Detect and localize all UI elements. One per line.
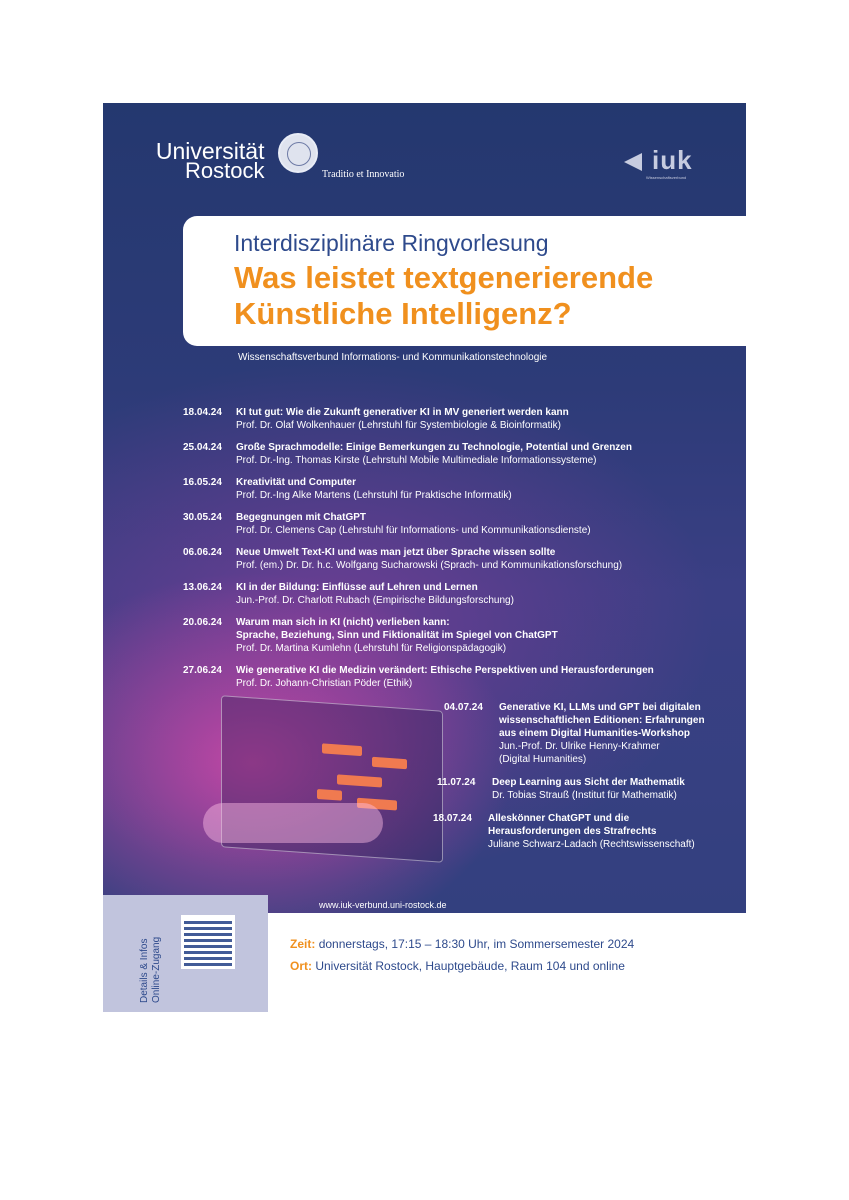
lecture-speaker: Prof. Dr. Martina Kumlehn (Lehrstuhl für Religionspädagogik): [236, 643, 507, 654]
chat-bubble: [337, 774, 382, 787]
ort-text: Universität Rostock, Hauptgebäude, Raum 104 und online: [315, 959, 625, 973]
lecture-date: 18.04.24: [183, 407, 222, 418]
lecture-speaker: Prof. Dr. Olaf Wolkenhauer (Lehrstuhl für Systembiologie & Bioinformatik): [236, 420, 561, 431]
lecture-speaker: Juliane Schwarz-Ladach (Rechtswissenschaft): [488, 839, 695, 850]
lecture-title: Neue Umwelt Text-KI und was man jetzt über Sprache wissen sollte: [236, 547, 556, 558]
main-title: [234, 260, 653, 332]
university-logo-text: [145, 138, 265, 183]
lecture-date: 18.07.24: [433, 813, 472, 824]
lecture-title-line2: wissenschaftlichen Editionen: Erfahrungen: [499, 715, 705, 726]
uni-line2: Rostock: [185, 158, 265, 183]
lecture-speaker: Jun.-Prof. Dr. Charlott Rubach (Empirische Bildungsforschung): [236, 595, 514, 606]
lecture-speaker: Dr. Tobias Strauß (Institut für Mathematik): [492, 790, 677, 801]
lecture-date: 04.07.24: [444, 702, 483, 713]
lecture-date: 13.06.24: [183, 582, 222, 593]
lecture-speaker: Prof. (em.) Dr. Dr. h.c. Wolfgang Sucharowski (Sprach- und Kommunikationsforschung): [236, 560, 623, 571]
subtitle: Interdisziplinäre Ringvorlesung: [234, 230, 549, 256]
iuk-logo-text: iuk: [652, 145, 693, 175]
lecture-date: 27.06.24: [183, 665, 222, 676]
poster: [103, 103, 746, 913]
hands-illustration: [203, 803, 383, 843]
lecture-date: 30.05.24: [183, 512, 222, 523]
lecture-title-line2: Herausforderungen des Strafrechts: [488, 826, 657, 837]
lecture-speaker: Prof. Dr. Johann-Christian Pöder (Ethik): [236, 678, 413, 689]
iuk-logo-sub: Wissenschaftsverbund: [646, 175, 687, 180]
chat-bubble: [322, 743, 362, 756]
lecture-title: Wie generative KI die Medizin verändert: Ethische Perspektiven und Herausforderungen: [236, 665, 654, 676]
lecture-title: Alleskönner ChatGPT und die: [488, 813, 630, 824]
lecture-speaker: Prof. Dr. Clemens Cap (Lehrstuhl für Informations- und Kommunikationsdienste): [236, 525, 591, 536]
lecture-date: 06.06.24: [183, 547, 222, 558]
lecture-title-line3: aus einem Digital Humanities-Workshop: [499, 728, 690, 739]
lecture-date: 20.06.24: [183, 617, 222, 628]
qr-code-icon[interactable]: [181, 915, 235, 969]
university-seal-icon: [278, 133, 318, 173]
info-tab-label: [139, 937, 163, 1003]
website-link[interactable]: www.iuk-verbund.uni-rostock.de: [319, 900, 447, 910]
lecture-title: Große Sprachmodelle: Einige Bemerkungen zu Technologie, Potential und Grenzen: [236, 442, 632, 453]
lecture-title: Deep Learning aus Sicht der Mathematik: [492, 777, 685, 788]
lecture-speaker: Jun.-Prof. Dr. Ulrike Henny-Krahmer: [499, 741, 660, 752]
verbund-text: Wissenschaftsverbund Informations- und Kommunikationstechnologie: [238, 352, 548, 363]
zeit-line: [290, 937, 634, 951]
iuk-arrow-icon: [624, 153, 642, 171]
uni-line1: Universität: [155, 138, 265, 164]
zeit-label: Zeit:: [290, 937, 316, 951]
lecture-title: Warum man sich in KI (nicht) verlieben kann:: [236, 617, 450, 628]
lecture-speaker: Prof. Dr.-Ing Alke Martens (Lehrstuhl für Praktische Informatik): [236, 490, 512, 501]
main-title-line2: Künstliche Intelligenz?: [234, 296, 572, 331]
lecture-date: 11.07.24: [437, 777, 476, 788]
ort-line: [290, 959, 625, 973]
lecture-title: Begegnungen mit ChatGPT: [236, 512, 366, 523]
chat-bubble: [372, 757, 407, 769]
motto: Traditio et Innovatio: [322, 169, 405, 180]
lecture-title: KI in der Bildung: Einflüsse auf Lehren und Lernen: [236, 582, 478, 593]
info-tab-line2: Online-Zugang: [151, 936, 162, 1003]
main-title-line1: Was leistet textgenerierende: [234, 260, 654, 295]
chat-bubble: [317, 789, 342, 801]
info-tab: [103, 895, 268, 1012]
lecture-title: KI tut gut: Wie die Zukunft generativer KI in MV generiert werden kann: [236, 407, 569, 418]
ort-label: Ort:: [290, 959, 312, 973]
lecture-speaker: Prof. Dr.-Ing. Thomas Kirste (Lehrstuhl Mobile Multimediale Informationssysteme): [236, 455, 597, 466]
lecture-date: 16.05.24: [183, 477, 222, 488]
lecture-title: Generative KI, LLMs und GPT bei digitalen: [499, 702, 701, 713]
lecture-title: Kreativität und Computer: [236, 477, 357, 488]
info-tab-line1: Details & Infos: [139, 938, 150, 1003]
zeit-text: donnerstags, 17:15 – 18:30 Uhr, im Sommersemester 2024: [318, 937, 635, 951]
lecture-title-line2: Sprache, Beziehung, Sinn und Fiktionalität im Spiegel von ChatGPT: [236, 630, 558, 641]
title-box: [183, 216, 746, 346]
lecture-date: 25.04.24: [183, 442, 222, 453]
iuk-logo: [624, 145, 704, 181]
lecture-speaker-line2: (Digital Humanities): [499, 754, 587, 765]
